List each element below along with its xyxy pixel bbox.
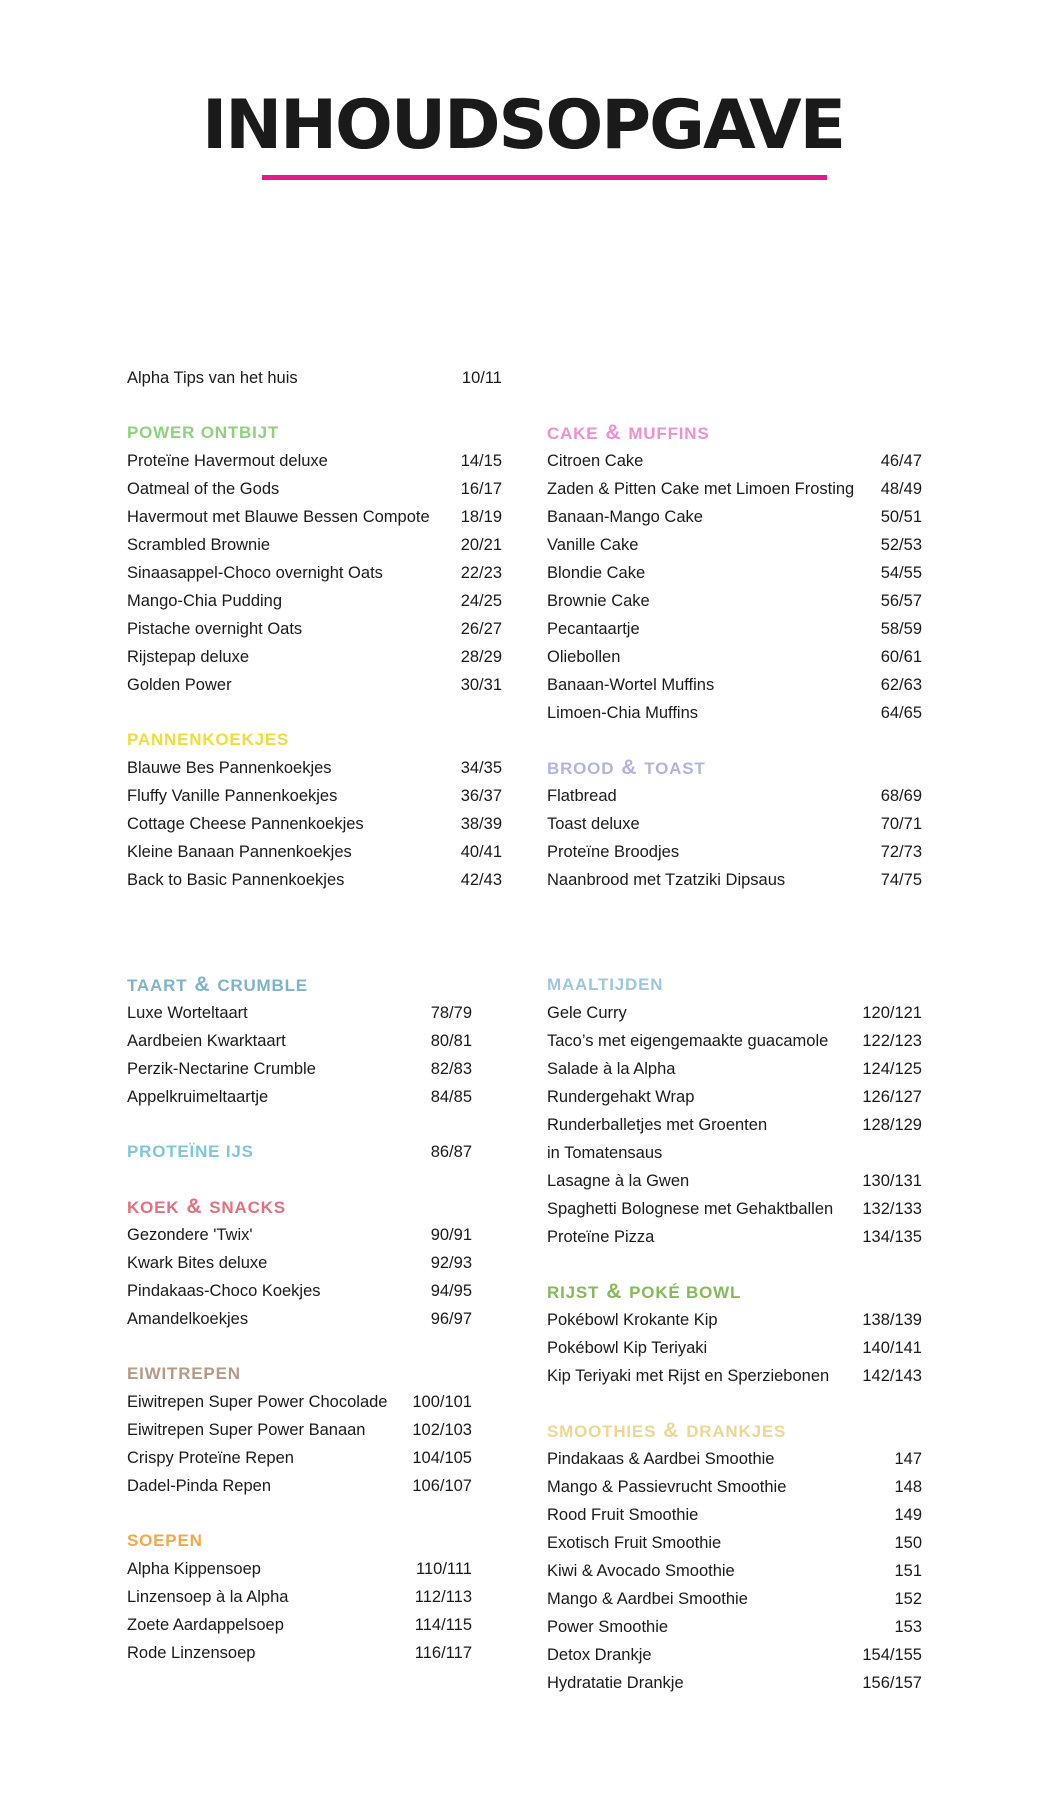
toc-entry[interactable] (547, 671, 922, 699)
toc-entry-name: Spaghetti Bolognese met Gehaktballen (547, 1200, 834, 1218)
toc-entry[interactable] (127, 1444, 472, 1472)
toc-entry-name: Pecantaartje (547, 620, 640, 638)
section-heading-text: SMOOTHIES (547, 1422, 657, 1441)
toc-entry-name: Hydratatie Drankje (547, 1674, 684, 1692)
toc-entry-name: Kiwi & Avocado Smoothie (547, 1562, 735, 1580)
toc-entry-name: Rijstepap deluxe (127, 648, 249, 666)
toc-entry[interactable] (547, 1167, 922, 1195)
toc-entry-pages: 68/69 (880, 787, 922, 805)
toc-entry-pages: 54/55 (880, 564, 922, 582)
toc-entry-name: Mango & Aardbei Smoothie (547, 1590, 748, 1608)
toc-entry-pages: 151 (894, 1562, 922, 1580)
toc-entry[interactable] (127, 999, 472, 1027)
toc-entry-pages: 156/157 (862, 1674, 922, 1692)
toc-entry[interactable] (127, 671, 502, 699)
toc-entry[interactable] (547, 838, 922, 866)
section-soepen (127, 1527, 472, 1667)
section-heading (127, 1138, 472, 1166)
toc-entry-pages: 40/41 (460, 843, 502, 861)
toc-entry[interactable] (127, 866, 502, 894)
section-heading-text: PROTEÏNE IJS (127, 1142, 254, 1161)
toc-entry[interactable] (547, 531, 922, 559)
toc-entry[interactable] (547, 1083, 922, 1111)
toc-entry[interactable] (547, 475, 922, 503)
toc-entry-pages: 110/111 (416, 1560, 472, 1578)
section-heading-text: KOEK (127, 1198, 180, 1217)
toc-entry[interactable] (547, 1445, 922, 1473)
toc-entry-pages: 86/87 (430, 1143, 472, 1161)
section-heading-text: SOEPEN (127, 1531, 203, 1550)
section-heading-text: MUFFINS (628, 424, 710, 443)
toc-entry-name: Lasagne à la Gwen (547, 1172, 690, 1190)
toc-entry[interactable] (127, 1305, 472, 1333)
toc-entry-name: Runderballetjes met Groenten (547, 1116, 768, 1134)
section-heading-text: TAART (127, 976, 188, 995)
toc-entry[interactable] (547, 1362, 922, 1390)
toc-entry[interactable] (547, 1669, 922, 1697)
toc-entry[interactable] (127, 559, 502, 587)
section-heading-text: PANNENKOEKJES (127, 730, 290, 749)
section-cake-muffins (547, 419, 922, 727)
toc-entry-pages: 130/131 (862, 1172, 922, 1190)
toc-entry[interactable] (547, 1306, 922, 1334)
toc-entry-name: Aardbeien Kwarktaart (127, 1032, 286, 1050)
toc-entry-pages: 18/19 (460, 508, 502, 526)
toc-entry-pages: 10/11 (461, 369, 502, 387)
section-heading-text: RIJST (547, 1283, 600, 1302)
section-heading-text: MAALTIJDEN (547, 975, 664, 994)
toc-entry-name: Perzik-Nectarine Crumble (127, 1060, 316, 1078)
toc-entry[interactable] (547, 1027, 922, 1055)
toc-entry[interactable] (547, 1585, 922, 1613)
toc-entry-pages: 100/101 (412, 1393, 472, 1411)
toc-column-top-right (547, 419, 922, 894)
toc-entry-name: Limoen-Chia Muffins (547, 704, 699, 722)
section-heading-text: CRUMBLE (217, 976, 308, 995)
toc-entry-pages: 114/115 (414, 1616, 472, 1634)
toc-column-bottom-right (547, 971, 922, 1697)
toc-entry[interactable] (127, 1639, 472, 1667)
toc-entry-name: Banaan-Wortel Muffins (547, 676, 715, 694)
toc-entry[interactable] (547, 1557, 922, 1585)
toc-entry-pages: 14/15 (460, 452, 502, 470)
section-heading-ampersand: & (605, 421, 622, 444)
toc-entry[interactable] (547, 1223, 922, 1251)
section-taart-crumble (127, 971, 472, 1111)
toc-entry-pages: 128/129 (862, 1116, 922, 1134)
toc-entry-pages: 90/91 (430, 1226, 472, 1244)
toc-entry-pages: 62/63 (880, 676, 922, 694)
toc-entry-pages: 28/29 (460, 648, 502, 666)
toc-entry-pages: 84/85 (430, 1088, 472, 1106)
toc-entry-name: Blauwe Bes Pannenkoekjes (127, 759, 332, 777)
toc-entry-pages: 148 (894, 1478, 922, 1496)
toc-entry-pages: 36/37 (460, 787, 502, 805)
toc-entry[interactable] (547, 615, 922, 643)
toc-entry-name: Cottage Cheese Pannenkoekjes (127, 815, 364, 833)
toc-entry-pages: 102/103 (412, 1421, 472, 1439)
toc-entry[interactable] (547, 1139, 922, 1167)
toc-entry-name: Detox Drankje (547, 1646, 652, 1664)
toc-entry-name: Proteïne Broodjes (547, 843, 680, 861)
toc-entry-name: Dadel-Pinda Repen (127, 1477, 272, 1495)
toc-entry[interactable] (547, 1055, 922, 1083)
toc-entry-name: Mango & Passievrucht Smoothie (547, 1478, 787, 1496)
section-heading-text: TOAST (644, 759, 706, 778)
toc-entry[interactable] (127, 1277, 472, 1305)
toc-entry[interactable] (127, 754, 502, 782)
toc-entry[interactable] (127, 1249, 472, 1277)
toc-entry-name: Rode Linzensoep (127, 1644, 256, 1662)
toc-entry-pages: 52/53 (880, 536, 922, 554)
toc-entry-name: Mango-Chia Pudding (127, 592, 283, 610)
toc-entry[interactable] (127, 643, 502, 671)
toc-entry-name: Appelkruimeltaartje (127, 1088, 269, 1106)
toc-entry[interactable] (547, 559, 922, 587)
section-heading (127, 1193, 472, 1221)
toc-entry[interactable] (127, 1416, 472, 1444)
toc-entry-pages: 24/25 (460, 592, 502, 610)
toc-entry-name: Kip Teriyaki met Rijst en Sperziebonen (547, 1367, 830, 1385)
toc-entry-name: Power Smoothie (547, 1618, 669, 1636)
toc-entry[interactable] (127, 447, 502, 475)
toc-entry-name: Brownie Cake (547, 592, 650, 610)
section-heading-ampersand: & (194, 973, 211, 996)
toc-entry-pages: 38/39 (460, 815, 502, 833)
title-underline (262, 175, 827, 180)
section-heading (127, 1527, 472, 1555)
toc-entry-pages: 132/133 (862, 1200, 922, 1218)
toc-entry-pages: 149 (894, 1506, 922, 1524)
toc-entry[interactable] (127, 1027, 472, 1055)
section-heading-ampersand: & (606, 1280, 623, 1303)
toc-entry-name: Proteïne Pizza (547, 1228, 655, 1246)
toc-entry-name: Rood Fruit Smoothie (547, 1506, 699, 1524)
toc-entry-name: Blondie Cake (547, 564, 646, 582)
toc-entry[interactable] (127, 1221, 472, 1249)
toc-entry[interactable] (547, 810, 922, 838)
toc-entry-name: Pindakaas-Choco Koekjes (127, 1282, 321, 1300)
toc-entry[interactable] (547, 1529, 922, 1557)
toc-entry[interactable] (547, 1641, 922, 1669)
toc-entry-pages: 78/79 (430, 1004, 472, 1022)
section-heading (127, 1360, 472, 1388)
toc-entry[interactable] (127, 1055, 472, 1083)
toc-entry[interactable] (547, 1195, 922, 1223)
toc-entry-name: Salade à la Alpha (547, 1060, 676, 1078)
toc-entry-name: Gezondere 'Twix' (127, 1226, 253, 1244)
section-heading-text: EIWITREPEN (127, 1364, 241, 1383)
toc-entry[interactable] (127, 1083, 472, 1111)
toc-entry[interactable] (127, 587, 502, 615)
toc-entry-pages: 16/17 (460, 480, 502, 498)
toc-entry-pages: 82/83 (430, 1060, 472, 1078)
toc-entry-name: Pokébowl Kip Teriyaki (547, 1339, 708, 1357)
toc-entry[interactable] (127, 1388, 472, 1416)
section-heading-text: POKÉ BOWL (629, 1283, 742, 1302)
toc-entry[interactable] (547, 587, 922, 615)
toc-entry-pages: 153 (894, 1618, 922, 1636)
toc-entry-name: in Tomatensaus (547, 1144, 663, 1162)
section-brood-toast (547, 754, 922, 894)
toc-entry[interactable] (127, 1555, 472, 1583)
toc-entry-pages: 92/93 (430, 1254, 472, 1272)
toc-entry-pages: 74/75 (880, 871, 922, 889)
toc-entry-name: Crispy Proteïne Repen (127, 1449, 294, 1467)
toc-entry-name: Eiwitrepen Super Power Chocolade (127, 1393, 388, 1411)
section-heading-ampersand: & (663, 1419, 680, 1442)
toc-entry[interactable] (127, 838, 502, 866)
section-proteine-ijs (127, 1138, 472, 1166)
toc-entry-name: Zoete Aardappelsoep (127, 1616, 284, 1634)
section-smoothies-drankjes (547, 1417, 922, 1697)
toc-entry-name: Vanille Cake (547, 536, 639, 554)
toc-entry-pages: 22/23 (460, 564, 502, 582)
toc-entry-pages: 150 (894, 1534, 922, 1552)
toc-entry-pages: 120/121 (862, 1004, 922, 1022)
toc-entry[interactable] (127, 475, 502, 503)
toc-entry[interactable] (547, 1473, 922, 1501)
toc-entry-pages: 34/35 (460, 759, 502, 777)
toc-entry-name: Kleine Banaan Pannenkoekjes (127, 843, 352, 861)
toc-entry-name: Kwark Bites deluxe (127, 1254, 268, 1272)
toc-entry[interactable] (547, 1501, 922, 1529)
section-maaltijden (547, 971, 922, 1251)
toc-entry[interactable] (547, 1613, 922, 1641)
toc-entry-name: Eiwitrepen Super Power Banaan (127, 1421, 366, 1439)
section-eiwitrepen (127, 1360, 472, 1500)
toc-entry-name: Toast deluxe (547, 815, 640, 833)
toc-entry-pages: 56/57 (880, 592, 922, 610)
toc-entry[interactable] (547, 866, 922, 894)
section-heading (127, 726, 502, 754)
toc-entry-pages: 122/123 (862, 1032, 922, 1050)
toc-entry-name: Fluffy Vanille Pannenkoekjes (127, 787, 338, 805)
toc-entry-pages: 142/143 (862, 1367, 922, 1385)
section-heading (127, 419, 502, 447)
toc-entry-name: Amandelkoekjes (127, 1310, 249, 1328)
toc-entry-pages: 106/107 (412, 1477, 472, 1495)
toc-entry[interactable] (127, 615, 502, 643)
toc-entry-pages: 104/105 (412, 1449, 472, 1467)
section-heading (547, 754, 922, 782)
toc-entry-pages: 112/113 (414, 1588, 472, 1606)
toc-entry-name: Gele Curry (547, 1004, 627, 1022)
toc-entry-name: Exotisch Fruit Smoothie (547, 1534, 722, 1552)
toc-entry[interactable] (127, 1583, 472, 1611)
toc-column-top-left (127, 364, 502, 894)
toc-entry-pages: 138/139 (862, 1311, 922, 1329)
toc-entry-name: Pindakaas & Aardbei Smoothie (547, 1450, 775, 1468)
toc-entry-name: Back to Basic Pannenkoekjes (127, 871, 345, 889)
section-heading-text: DRANKJES (686, 1422, 787, 1441)
toc-entry-pages: 134/135 (862, 1228, 922, 1246)
toc-entry-pages: 124/125 (862, 1060, 922, 1078)
toc-entry-pages: 94/95 (430, 1282, 472, 1300)
toc-entry-pages: 126/127 (862, 1088, 922, 1106)
toc-entry-pages: 116/117 (414, 1644, 472, 1662)
toc-entry-name: Banaan-Mango Cake (547, 508, 703, 526)
toc-entry-pages: 64/65 (880, 704, 922, 722)
section-heading (127, 971, 472, 999)
toc-entry[interactable] (547, 1334, 922, 1362)
section-power-ontbijt (127, 419, 502, 699)
toc-entry[interactable] (127, 782, 502, 810)
toc-entry-name: Alpha Tips van het huis (127, 369, 298, 387)
toc-entry[interactable] (127, 531, 502, 559)
toc-entry-pages: 48/49 (880, 480, 922, 498)
section-heading-text: CAKE (547, 424, 599, 443)
toc-entry-pages: 30/31 (460, 676, 502, 694)
toc-entry[interactable] (127, 810, 502, 838)
toc-entry[interactable] (127, 1472, 472, 1500)
section-heading (547, 1278, 922, 1306)
toc-column-bottom-left (127, 971, 472, 1667)
section-rijst-poke-bowl (547, 1278, 922, 1390)
toc-entry[interactable] (127, 1611, 472, 1639)
toc-entry[interactable] (547, 643, 922, 671)
toc-entry-pages: 154/155 (862, 1646, 922, 1664)
toc-entry-name: Oatmeal of the Gods (127, 480, 280, 498)
section-heading-ampersand: & (186, 1195, 203, 1218)
toc-entry-pages: 20/21 (460, 536, 502, 554)
toc-entry-pages: 140/141 (862, 1339, 922, 1357)
toc-entry-pages: 60/61 (880, 648, 922, 666)
toc-entry-name: Sinaasappel-Choco overnight Oats (127, 564, 383, 582)
toc-entry-name: Proteïne Havermout deluxe (127, 452, 328, 470)
toc-entry-name: Pistache overnight Oats (127, 620, 303, 638)
toc-entry-name: Rundergehakt Wrap (547, 1088, 695, 1106)
section-heading (547, 1417, 922, 1445)
toc-entry-pages: 152 (894, 1590, 922, 1608)
toc-entry[interactable] (547, 503, 922, 531)
toc-entry-name: Flatbread (547, 787, 617, 805)
toc-entry-pages: 58/59 (880, 620, 922, 638)
section-heading-text: SNACKS (209, 1198, 286, 1217)
toc-entry-pages: 50/51 (880, 508, 922, 526)
toc-entry-name: Golden Power (127, 676, 232, 694)
toc-entry-name: Alpha Kippensoep (127, 1560, 261, 1578)
section-pannenkoekjes (127, 726, 502, 894)
toc-entry-name: Pokébowl Krokante Kip (547, 1311, 718, 1329)
section-heading-text: POWER ONTBIJT (127, 423, 280, 442)
toc-entry-pages: 80/81 (430, 1032, 472, 1050)
section-heading (547, 419, 922, 447)
toc-entry-pages: 46/47 (880, 452, 922, 470)
section-heading-text: BROOD (547, 759, 615, 778)
toc-entry-name: Scrambled Brownie (127, 536, 271, 554)
toc-entry-name: Zaden & Pitten Cake met Limoen Frosting (547, 480, 855, 498)
toc-entry-pages: 96/97 (430, 1310, 472, 1328)
toc-entry[interactable] (547, 699, 922, 727)
section-heading (547, 971, 922, 999)
toc-entry[interactable] (547, 447, 922, 475)
toc-entry-name: Oliebollen (547, 648, 621, 666)
page-title: INHOUDSOPGAVE (201, 86, 845, 165)
toc-entry-pages: 26/27 (460, 620, 502, 638)
toc-entry-name: Taco’s met eigengemaakte guacamole (547, 1032, 829, 1050)
toc-entry-pages: 70/71 (880, 815, 922, 833)
toc-entry[interactable] (127, 364, 502, 392)
toc-entry-pages: 147 (894, 1450, 922, 1468)
toc-entry-pages: 42/43 (460, 871, 502, 889)
toc-entry-name: Citroen Cake (547, 452, 644, 470)
toc-entry-pages: 72/73 (880, 843, 922, 861)
toc-entry[interactable] (127, 503, 502, 531)
toc-entry[interactable] (547, 1111, 922, 1139)
toc-entry[interactable] (547, 782, 922, 810)
section-heading-ampersand: & (621, 756, 638, 779)
toc-entry-name: Luxe Worteltaart (127, 1004, 248, 1022)
section-koek-snacks (127, 1193, 472, 1333)
toc-entry-name: Havermout met Blauwe Bessen Compote (127, 508, 430, 526)
toc-entry-name: Naanbrood met Tzatziki Dipsaus (547, 871, 786, 889)
toc-entry-name: Linzensoep à la Alpha (127, 1588, 289, 1606)
toc-entry[interactable] (547, 999, 922, 1027)
